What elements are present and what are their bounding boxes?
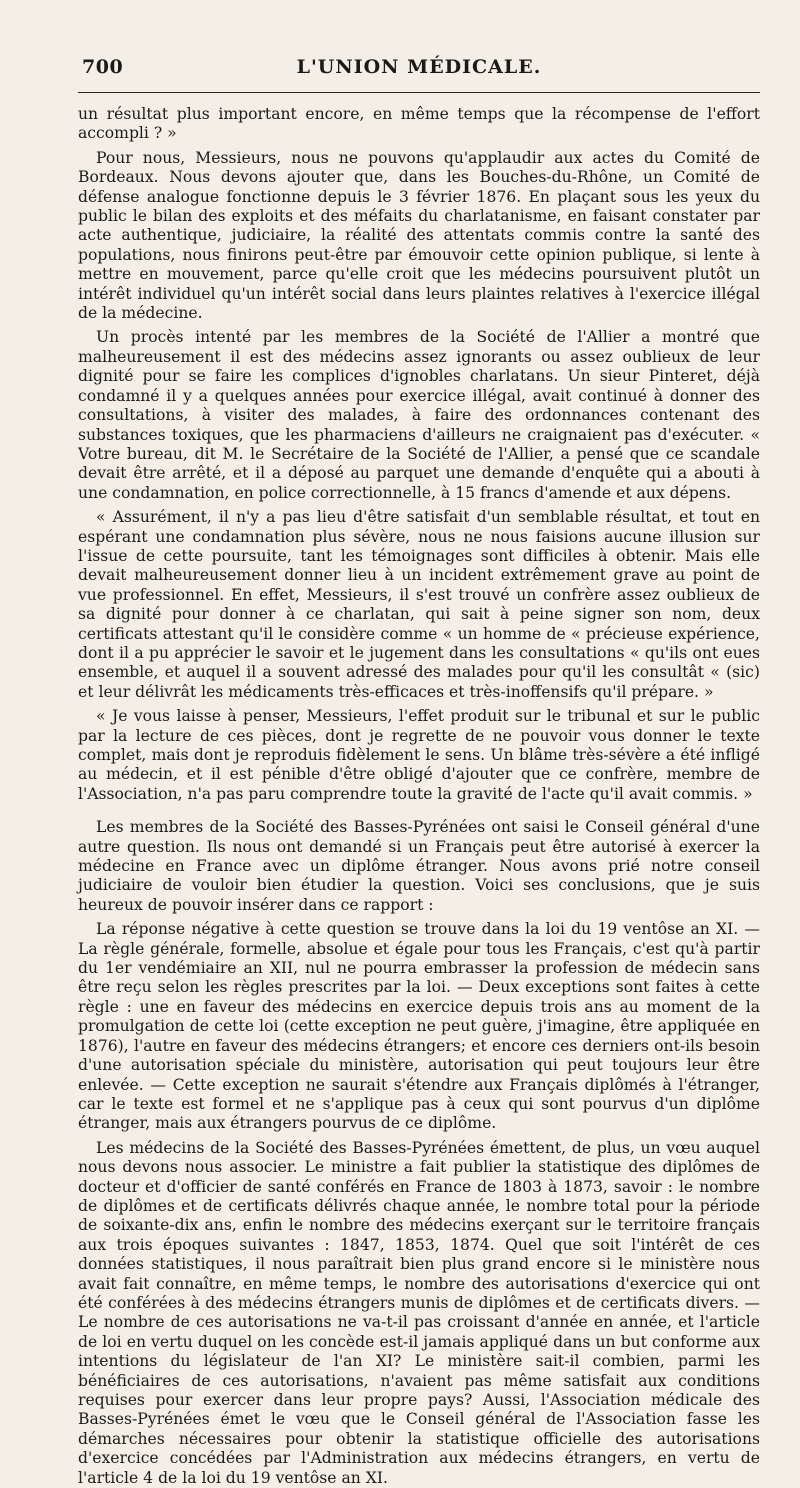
- paragraph: Les médecins de la Société des Basses-Pyrénées émettent, de plus, un vœu auquel nous devons nous associer. Le ministre a fait publier la statistique des diplômes de docteur et d'officier de santé conférés en France de 1803 à 1873, savoir : le nombre de diplômes et de certificats délivrés chaque année, le nombre total pour la période de soixante-dix ans, enfin le nombre des médecins exerçant sur le territoire français aux trois époques suivantes : 1847, 1853, 1874. Quel que soit l'intérêt de ces données statistiques, il nous paraîtrait bien plus grand encore si le ministère nous avait fait connaître, en même temps, le nombre des autorisations d'exercice qui ont été conférées à des médecins étrangers munis de diplômes et de certificats divers. — Le nombre de ces autorisations ne va-t-il pas croissant d'année en année, et l'article de loi en vertu duquel on les concède est-il jamais appliqué dans un but conforme aux intentions du législateur de l'an XI? Le ministère sait-il combien, parmi les bénéficiaires de ces autorisations, n'avaient pas même satisfait aux conditions requises pour exercer dans leur propre pays? Aussi, l'Association médicale des Basses-Pyrénées émet le vœu que le Conseil général de l'Association fasse les démarches nécessaires pour obtenir la statistique officielle des autorisations d'exercice concédées par l'Administration aux médecins étrangers, en vertu de l'article 4 de la loi du 19 ventôse an XI.: [78, 1138, 760, 1487]
- article-body: [78, 105, 760, 1488]
- header-rule: [78, 92, 760, 93]
- page-number: 700: [82, 56, 124, 78]
- paragraph: « Assurément, il n'y a pas lieu d'être satisfait d'un semblable résultat, et tout en espérant une condamnation plus sévère, nous ne nous faisions aucune illusion sur l'issue de cette poursuite, tant les témoignages sont difficiles à obtenir. Mais elle devait malheureusement donner lieu à un incident extrêmement grave au point de vue professionnel. En effet, Messieurs, il s'est trouvé un confrère assez oublieux de sa dignité pour donner à ce charlatan, qui sait à peine signer son nom, deux certificats attestant qu'il le considère comme « un homme de « précieuse expérience, dont il a pu apprécier le savoir et le jugement dans les consultations « qu'ils ont eues ensemble, et auquel il a souvent adressé des malades pour qu'il les consultât « (sic) et leur délivrât les médicaments très-efficaces et très-inoffensifs qu'il prépare. »: [78, 508, 760, 701]
- paragraph: « Je vous laisse à penser, Messieurs, l'effet produit sur le tribunal et sur le public par la lecture de ces pièces, dont je regrette de ne pouvoir vous donner le texte complet, mais dont je reproduis fidèlement le sens. Un blâme très-sévère a été infligé au médecin, et il est pénible d'être obligé d'ajouter que ce confrère, membre de l'Association, n'a pas paru comprendre toute la gravité de l'acte qu'il avait commis. »: [78, 707, 760, 803]
- paragraph: un résultat plus important encore, en même temps que la récompense de l'effort accompli ? »: [78, 105, 760, 143]
- page-header: [78, 56, 760, 86]
- running-title: L'UNION MÉDICALE.: [296, 56, 542, 78]
- paragraph: Pour nous, Messieurs, nous ne pouvons qu'applaudir aux actes du Comité de Bordeaux. Nous devons ajouter que, dans les Bouches-du-Rhône, un Comité de défense analogue fonctionne depuis le 3 février 1876. En plaçant sous les yeux du public le bilan des exploits et des méfaits du charlatanisme, en faisant constater par acte authentique, judiciaire, la réalité des attentats commis contre la santé des populations, nous finirons peut-être par émouvoir cette opinion publique, si lente à mettre en mouvement, parce qu'elle croit que les médecins poursuivent plutôt un intérêt individuel qu'un intérêt social dans leurs plaintes relatives à l'exercice illégal de la médecine.: [78, 148, 760, 323]
- paragraph: Un procès intenté par les membres de la Société de l'Allier a montré que malheureusement il est des médecins assez ignorants ou assez oublieux de leur dignité pour se faire les complices d'ignobles charlatans. Un sieur Pinteret, déjà condamné il y a quelques années pour exercice illégal, avait continué à donner des consultations, à visiter des malades, à faire des ordonnances contenant des substances toxiques, que les pharmaciens d'ailleurs ne craignaient pas d'exécuter. « Votre bureau, dit M. le Secrétaire de la Société de l'Allier, a pensé que ce scandale devait être arrêté, et il a déposé au parquet une demande d'enquête qui a abouti à une condamnation, en police correctionnelle, à 15 francs d'amende et aux dépens.: [78, 328, 760, 502]
- paragraph: La réponse négative à cette question se trouve dans la loi du 19 ventôse an XI. — La règle générale, formelle, absolue et égale pour tous les Français, c'est qu'à partir du 1er vendémiaire an XII, nul ne pourra embrasser la profession de médecin sans être reçu selon les règles prescrites par la loi. — Deux exceptions sont faites à cette règle : une en faveur des médecins en exercice depuis trois ans au moment de la promulgation de cette loi (cette exception ne peut guère, j'imagine, être appliquée en 1876), l'autre en faveur des médecins étrangers; et encore ces derniers ont-ils besoin d'une autorisation spéciale du ministère, autorisation qui peut toujours leur être enlevée. — Cette exception ne saurait s'étendre aux Français diplômés à l'étranger, car le texte est formel et ne s'applique pas à ceux qui sont pourvus d'un diplôme étranger, mais aux étrangers pourvus de ce diplôme.: [78, 920, 760, 1133]
- paragraph: Les membres de la Société des Basses-Pyrénées ont saisi le Conseil général d'une autre question. Ils nous ont demandé si un Français peut être autorisé à exercer la médecine en France avec un diplôme étranger. Nous avons prié notre conseil judiciaire de vouloir bien étudier la question. Voici ses conclusions, que je suis heureux de pouvoir insérer dans ce rapport :: [78, 818, 760, 914]
